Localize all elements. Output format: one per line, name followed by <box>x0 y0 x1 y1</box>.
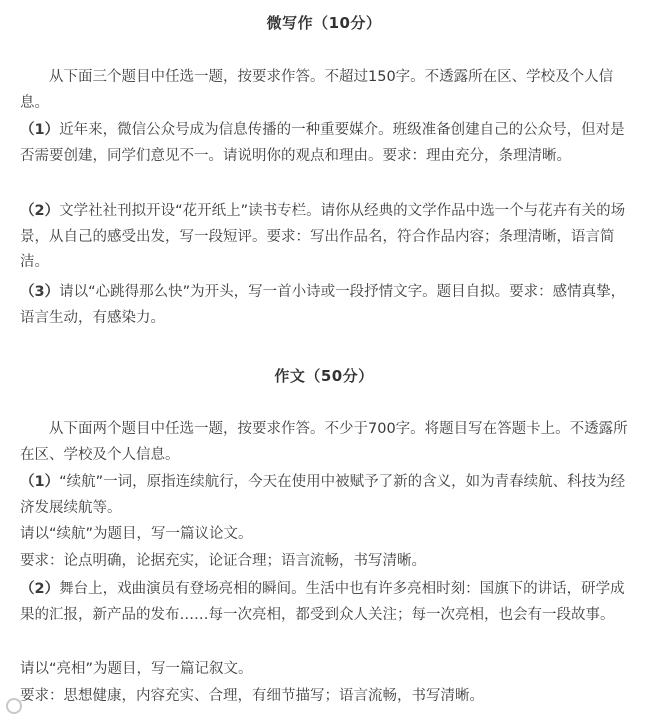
option-text: 近年来，微信公众号成为信息传播的一种重要媒介。班级准备创建自己的公众号，但对是否需要创建，同学们意见不一。请说明你的观点和理由。要求：理由充分，条理清晰。 <box>20 122 625 164</box>
essay-option-2-requirements: 要求：思想健康，内容充实、合理，有细节描写；语言流畅，书写清晰。 <box>20 688 484 704</box>
essay-option-1 <box>20 470 636 521</box>
essay-option-1-requirements: 要求：论点明确，论据充实，论证合理；语言流畅，书写清晰。 <box>20 553 426 569</box>
micro-writing-option-1 <box>20 118 636 169</box>
essay-title: 作文（50分） <box>274 367 374 385</box>
essay-instructions: 从下面两个题目中任选一题，按要求作答。不少于700字。将题目写在答题卡上。不透露所在区、学校及个人信息。 <box>20 421 628 463</box>
option-text: 文学社社刊拟开设“花开纸上”读书专栏。请你从经典的文学作品中选一个与花卉有关的场景，从自己的感受出发，写一段短评。要求：写出作品名，符合作品内容；条理清晰，语言简洁。 <box>20 203 626 270</box>
option-number: （2） <box>20 581 60 597</box>
option-text: “续航”一词，原指连续航行，今天在使用中被赋予了新的含义，如为青春续航、科技为经济发展续航等。 <box>20 474 626 516</box>
watermark <box>6 696 22 716</box>
option-number: （1） <box>20 122 60 138</box>
essay-option-2 <box>20 577 636 628</box>
option-number: （1） <box>20 474 60 490</box>
micro-writing-option-2 <box>20 199 636 276</box>
micro-writing-option-3 <box>20 280 636 331</box>
option-text: 请以“心跳得那么快”为开头，写一首小诗或一段抒情文字。题目自拟。要求：感情真挚，语言生动，有感染力。 <box>20 284 626 326</box>
micro-writing-title: 微写作（10分） <box>266 14 382 32</box>
watermark-logo-icon <box>6 698 22 714</box>
option-text: 舞台上，戏曲演员有登场亮相的瞬间。生活中也有许多亮相时刻：国旗下的讲话，研学成果的汇报，新产品的发布……每一次亮相，都受到众人关注；每一次亮相，也会有一段故事。 <box>20 581 625 623</box>
option-number: （2） <box>20 203 60 219</box>
option-number: （3） <box>20 284 60 300</box>
essay-option-2-prompt: 请以“亮相”为题目，写一篇记叙文。 <box>20 661 253 677</box>
micro-writing-instructions: 从下面三个题目中任选一题，按要求作答。不超过150字。不透露所在区、学校及个人信息。 <box>20 69 614 111</box>
essay-option-1-prompt: 请以“续航”为题目，写一篇议论文。 <box>20 526 253 542</box>
